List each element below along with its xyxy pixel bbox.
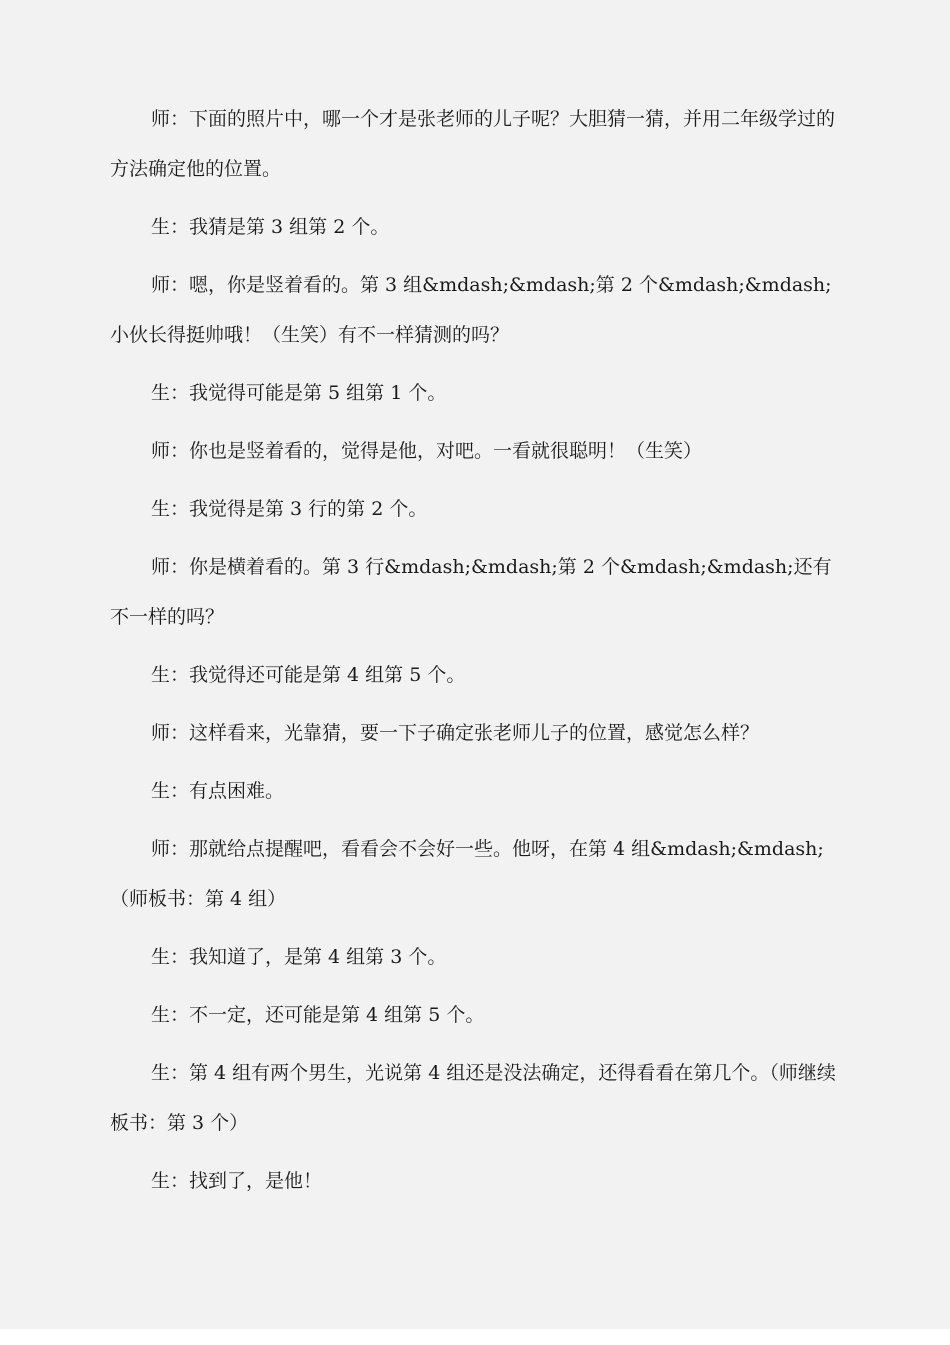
paragraph: 师：这样看来，光靠猜，要一下子确定张老师儿子的位置，感觉怎么样？ [151,722,760,744]
paragraph: 生：不一定，还可能是第 4 组第 5 个。 [151,1004,485,1026]
paragraph: 生：我觉得是第 3 行的第 2 个。 [151,498,428,520]
paragraph: 师：嗯，你是竖着看的。第 3 组&mdash;&mdash;第 2 个&mdash;&mdash;小伙长得挺帅哦！（生笑）有不一样猜测的吗？ [110,274,832,346]
paragraph: 生：我知道了，是第 4 组第 3 个。 [151,946,447,968]
paragraph: 生：我觉得可能是第 5 组第 1 个。 [151,382,447,404]
paragraph: 师：下面的照片中，哪一个才是张老师的儿子呢？大胆猜一猜，并用二年级学过的方法确定他的位置。 [110,108,836,180]
paragraph: 师：你是横着看的。第 3 行&mdash;&mdash;第 2 个&mdash;&mdash;还有不一样的吗？ [110,556,832,628]
paragraph: 生：我猜是第 3 组第 2 个。 [151,216,390,238]
paragraph: 师：你也是竖着看的，觉得是他，对吧。一看就很聪明！（生笑） [151,440,703,462]
paragraph: 生：找到了，是他！ [151,1170,323,1192]
paragraph: 生：第 4 组有两个男生，光说第 4 组还是没法确定，还得看看在第几个。（师继续板书：第 3 个） [110,1062,836,1134]
paragraph: 生：有点困难。 [151,780,285,802]
document-body [110,94,838,1214]
paragraph: 师：那就给点提醒吧，看看会不会好一些。他呀，在第 4 组&mdash;&mdash;（师板书：第 4 组） [110,838,824,910]
paragraph: 生：我觉得还可能是第 4 组第 5 个。 [151,664,466,686]
